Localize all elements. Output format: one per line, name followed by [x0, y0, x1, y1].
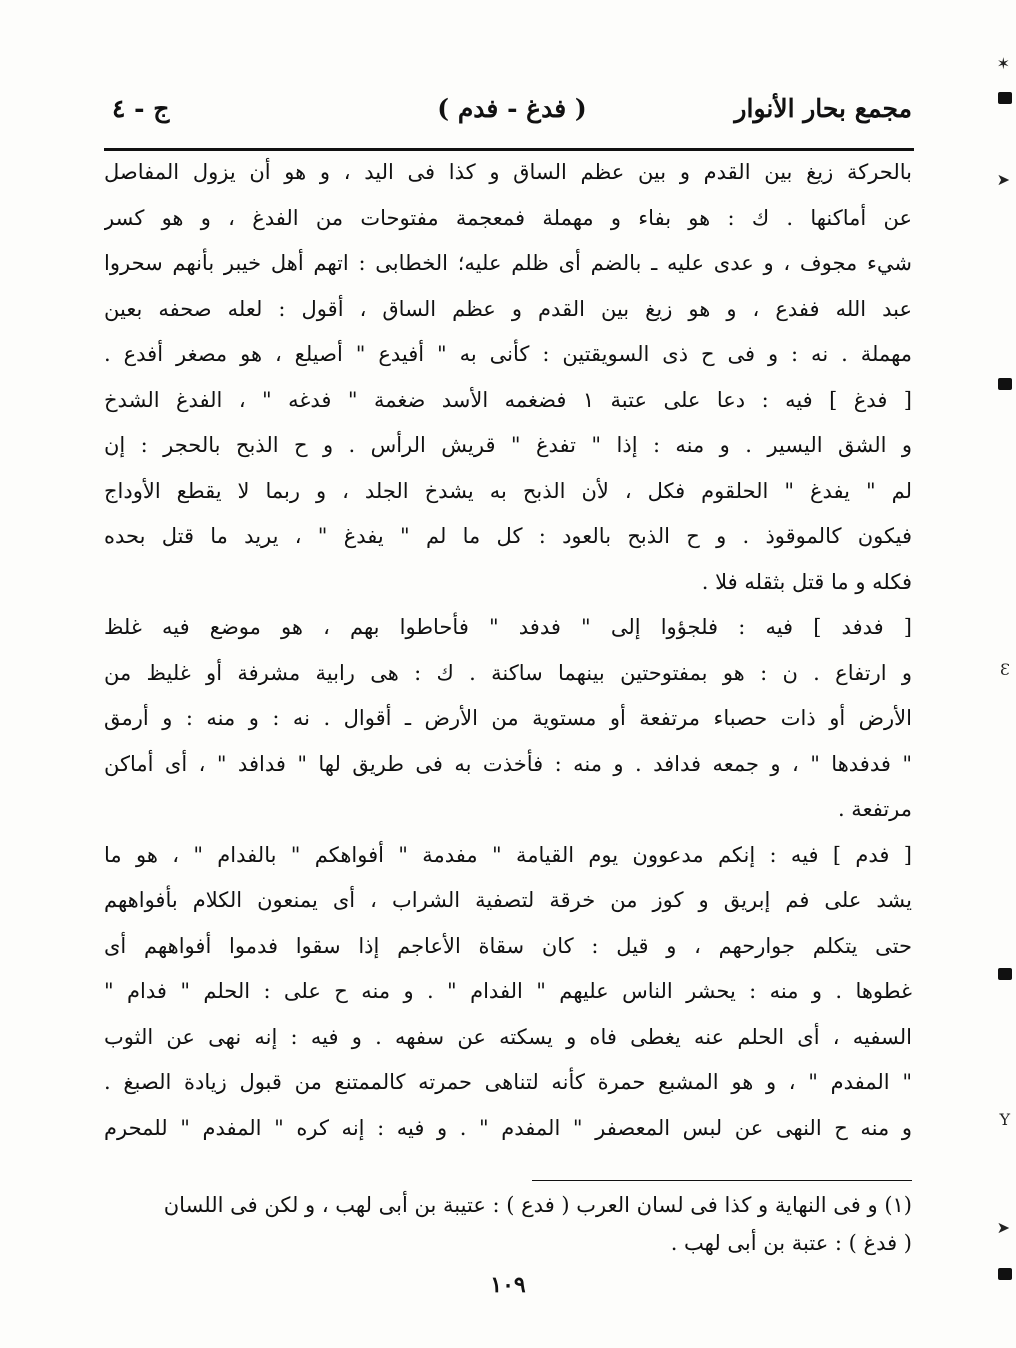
margin-arrow-icon: ➤ [996, 1218, 1010, 1237]
book-title: مجمع بحار الأنوار [734, 94, 912, 123]
text-line: شيء مجوف ، و عدى عليه ـ بالضم أى ظلم عليه؛ الخطابى : اتهم أهل خيبر بأنهم سحروا [104, 251, 912, 275]
text-line: و منه ح النهى عن لبس المعصفر " المفدم " . و فيه : إنه كره " المفدم " للمحرم [104, 1115, 912, 1140]
text-line: لم " يفدغ " الحلقوم فكل ، لأن الذبح به يشدخ الجلد ، و ربما لا يقطع الأوداج [104, 478, 912, 503]
margin-mark-icon [998, 378, 1012, 390]
margin-mark-icon [998, 92, 1012, 104]
footnote-rule [532, 1180, 912, 1181]
text-line: حتى يتكلم جوارحهم ، و قيل : كان سقاة الأعاجم إذا سقوا فدموا أفواههم أى [104, 933, 912, 958]
text-line: و الشق اليسير . و منه : إذا " تفدغ " قريش الرأس . و ح الذبح بالحجر : إن [104, 433, 912, 457]
entry-range: ( فدغ - فدم ) [437, 94, 587, 123]
text-line: يشد على فم إبريق و كوز من خرقة لتصفية الشراب ، أى يمنعون الكلام بأفواههم [104, 888, 912, 912]
margin-mark-icon [998, 968, 1012, 980]
entry-fadfad-start: [ فدفد ] فيه : فلجؤوا إلى " فدفد " فأحاطوا بهم ، هو موضع فيه غلظ [104, 615, 912, 639]
running-header [112, 88, 912, 136]
volume-label: ج - ٤ [112, 94, 170, 123]
margin-hook-icon: Ɛ [1000, 660, 1010, 679]
text-line: فيكون كالموقوذ . و ح الذبح بالعود : كل ما لم " يفدغ " ، يريد ما قتل بحده [104, 524, 912, 548]
text-line: بالحركة زيغ بين القدم و بين عظم الساق و كذا فى اليد ، و هو أن يزول المفاصل [104, 160, 912, 184]
margin-tick-icon: Y [999, 1110, 1010, 1129]
footnote-line: (١) و فى النهاية و كذا فى لسان العرب ( فدع ) : عتيبة بن أبى لهب ، و لكن فى اللسان [163, 1193, 912, 1217]
page-number: ١٠٩ [490, 1272, 526, 1298]
footnotes [104, 1186, 912, 1262]
margin-star-icon: ✶ [996, 54, 1010, 73]
text-line: السفيه ، أى الحلم عنه يغطى فاه و يسكته عن سفهه . و فيه : إنه نهى عن الثوب [104, 1024, 912, 1049]
entry-fadam-start: [ فدم ] فيه : إنكم مدعوون يوم القيامة " مفدمة " أفواهكم " بالفدام " ، هو ما [104, 842, 912, 867]
margin-arrow-icon: ➤ [996, 170, 1010, 189]
text-line: و ارتفاع . ن : هو بمفتوحتين بينهما ساكنة . ك : هى رابية مشرفة أو غليظ من [104, 660, 912, 685]
text-line: غطوها . و منه : يحشر الناس عليهم " الفدام " . و منه ح على : الحلم " فدام " [104, 979, 912, 1003]
main-text [104, 150, 912, 1151]
text-line: الأرض أو ذات حصباء مرتفعة أو مستوية من الأرض ـ أقوال . نه : و منه : و أرمق [104, 706, 912, 730]
text-line: فكله و ما قتل بثقله فلا . [701, 569, 912, 594]
text-line: عبد الله ففدع ، و هو زيغ بين القدم و عظم الساق ، أقول : لعله صحفه بعين [104, 296, 912, 321]
text-line: مهملة . نه : و فى ح ذى السويقتين : كأنى به " أفيدع " أصيلع ، هو مصغر أفدع . [104, 342, 912, 366]
text-line: " فدفدها " ، و جمعه فدافد . و منه : فأخذت به فى طريق لها " فدافد " ، أى أماكن [104, 751, 912, 776]
text-line: مرتفعة . [837, 797, 912, 821]
text-line: " المفدم " ، و هو المشبع حمرة كأنه لتناهى حمرته كالممتنع من قبول زيادة الصبغ . [104, 1070, 912, 1094]
entry-fadagh-start: [ فدغ ] فيه : دعا على عتبة ١ فضغمه الأسد ضغمة " فدغه " ، الفدغ الشدخ [104, 387, 912, 412]
margin-mark-icon [998, 1268, 1012, 1280]
footnote-line: ( فدغ ) : عتبة بن أبى لهب . [670, 1231, 912, 1255]
text-line: عن أماكنها . ك : هو بفاء و مهملة فمعجمة مفتوحات من الفدغ ، و هو كسر [104, 205, 912, 230]
